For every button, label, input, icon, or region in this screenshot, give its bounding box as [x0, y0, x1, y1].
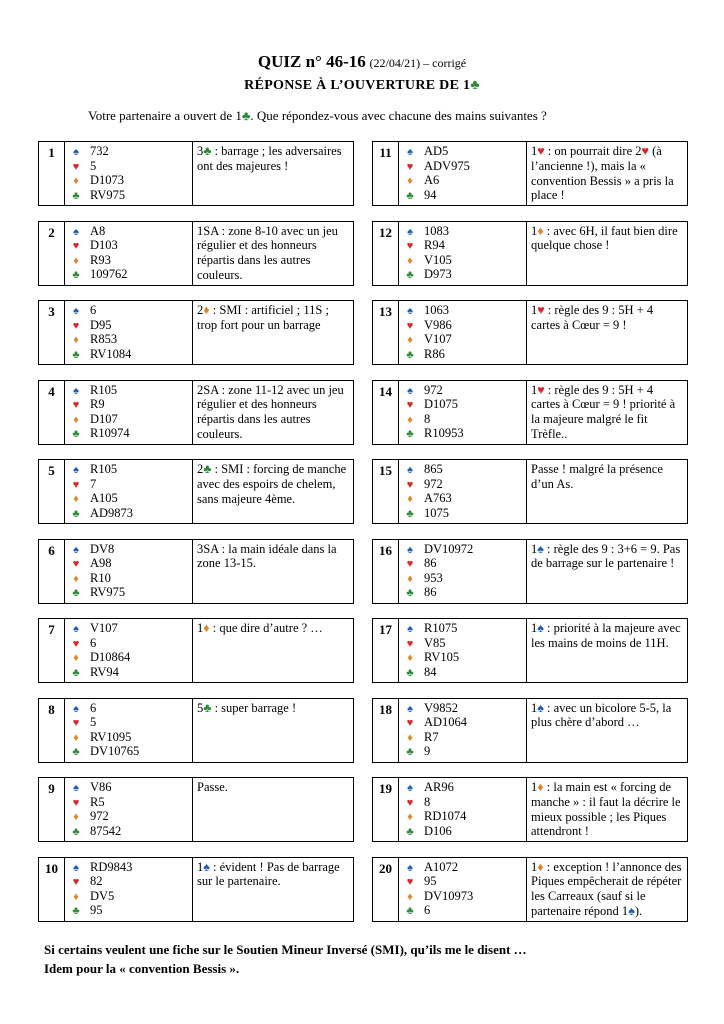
club-icon: ♣ — [406, 428, 414, 440]
diamond-holding: 972 — [90, 809, 109, 823]
quiz-item — [372, 857, 688, 922]
quiz-item — [372, 221, 688, 286]
spade-holding: 972 — [424, 382, 443, 397]
club-holding: 6 — [424, 903, 431, 917]
quiz-item-number: 19 — [373, 778, 399, 841]
answer-text: 2♦ : SMI : artificiel ; 11S ; trop fort pour un barrage — [197, 303, 329, 332]
quiz-item-number: 13 — [373, 301, 399, 364]
hand-holding — [87, 619, 193, 682]
heart-holding: V986 — [424, 317, 452, 332]
answer-text: 1♥ : règle des 9 : 5H + 4 cartes à Cœur = 9 ! priorité à la majeure malgré le fit Trèfle.. — [531, 382, 676, 441]
club-holding: 86 — [424, 585, 437, 599]
suit-icons — [65, 142, 87, 205]
suit-icons — [399, 699, 421, 762]
club-icon: ♣ — [406, 666, 414, 679]
spade-icon: ♠ — [407, 543, 413, 556]
heart-holding: 972 — [424, 476, 443, 491]
club-holding: R10974 — [90, 426, 130, 440]
answer-text: 1♦ : la main est « forcing de manche » : il faut la décrire le mieux possible ; les Piques attendront ! — [531, 780, 681, 839]
club-holding: D106 — [424, 823, 452, 838]
suit-icons — [65, 222, 87, 285]
club-icon: ♣ — [406, 825, 414, 838]
club-holding: 84 — [424, 664, 437, 679]
answer-text: 1♠ : règle des 9 : 3+6 = 9. Pas de barrage sur le partenaire ! — [531, 541, 681, 571]
hand-holding — [421, 142, 527, 205]
spade-icon: ♠ — [73, 464, 79, 476]
club-holding: AD9873 — [90, 505, 134, 520]
quiz-item-number: 11 — [373, 142, 399, 205]
quiz-item — [372, 300, 688, 365]
suit-icons — [65, 381, 87, 444]
heart-icon: ♥ — [406, 796, 414, 809]
hand-holding — [87, 778, 193, 841]
heart-icon: ♥ — [406, 399, 414, 411]
club-icon: ♣ — [72, 746, 80, 758]
heart-icon: ♥ — [72, 637, 80, 650]
hand-holding — [421, 858, 527, 921]
heart-icon: ♥ — [72, 876, 80, 888]
intro-text: Votre partenaire a ouvert de 1♣. Que répondez-vous avec chacune des mains suivantes ? — [88, 108, 547, 123]
spade-holding: 6 — [90, 303, 97, 317]
suit-icons — [65, 699, 87, 762]
heart-icon: ♥ — [406, 240, 414, 252]
spade-icon: ♠ — [73, 305, 79, 317]
hand-holding — [87, 540, 193, 603]
club-icon: ♣ — [72, 666, 80, 679]
diamond-icon: ♦ — [73, 175, 79, 187]
hand-holding — [421, 699, 527, 762]
hand-holding — [87, 460, 193, 523]
heart-holding: 8 — [424, 794, 431, 809]
heart-holding: R5 — [90, 794, 105, 809]
hand-holding — [421, 778, 527, 841]
club-icon: ♣ — [72, 825, 80, 838]
suit-icons — [65, 778, 87, 841]
diamond-holding: D10864 — [90, 650, 131, 664]
spade-holding: DV8 — [90, 541, 115, 556]
club-icon: ♣ — [406, 189, 414, 202]
hand-holding — [87, 222, 193, 285]
quiz-item — [38, 857, 354, 922]
quiz-title — [0, 52, 724, 72]
spade-holding: V107 — [90, 621, 118, 635]
quiz-item-number: 20 — [373, 858, 399, 921]
quiz-item-number: 10 — [39, 858, 65, 921]
club-icon: ♣ — [72, 428, 80, 440]
spade-holding: R105 — [90, 462, 118, 476]
spade-icon: ♠ — [73, 861, 79, 874]
diamond-icon: ♦ — [407, 811, 413, 823]
spade-icon: ♠ — [407, 623, 413, 635]
quiz-item-number: 16 — [373, 540, 399, 603]
heart-icon: ♥ — [406, 319, 414, 332]
answer-text: Passe. — [197, 780, 228, 794]
diamond-icon: ♦ — [407, 254, 413, 267]
hand-holding — [421, 540, 527, 603]
heart-holding: 82 — [90, 874, 103, 888]
club-icon: ♣ — [72, 587, 80, 599]
quiz-number: QUIZ n° 46-16 — [257, 52, 366, 71]
heart-holding: V85 — [424, 635, 446, 650]
quiz-item — [38, 380, 354, 445]
spade-icon: ♠ — [73, 623, 79, 635]
spade-holding: 865 — [424, 462, 443, 476]
heart-icon: ♥ — [406, 558, 414, 570]
club-holding: 94 — [424, 187, 437, 202]
hand-holding — [421, 222, 527, 285]
club-icon: ♣ — [406, 905, 414, 917]
spade-icon: ♠ — [73, 782, 79, 794]
heart-icon: ♥ — [72, 319, 80, 332]
heart-holding: R94 — [424, 238, 445, 252]
quiz-item — [372, 618, 688, 683]
diamond-holding: V105 — [424, 252, 452, 267]
spade-holding: V86 — [90, 780, 112, 794]
quiz-item — [372, 698, 688, 763]
diamond-holding: DV5 — [90, 888, 115, 903]
heart-icon: ♥ — [406, 478, 414, 491]
diamond-holding: R853 — [90, 332, 118, 346]
heart-icon: ♥ — [72, 558, 80, 570]
quiz-item — [38, 221, 354, 286]
hand-holding — [421, 619, 527, 682]
footer — [44, 940, 527, 978]
spade-icon: ♠ — [407, 225, 413, 238]
suit-icons — [65, 619, 87, 682]
diamond-icon: ♦ — [407, 652, 413, 664]
diamond-icon: ♦ — [73, 890, 79, 903]
quiz-item — [38, 698, 354, 763]
diamond-icon: ♦ — [407, 493, 413, 505]
spade-holding: 1063 — [424, 303, 449, 317]
quiz-item — [38, 618, 354, 683]
diamond-icon: ♦ — [407, 175, 413, 187]
diamond-icon: ♦ — [73, 413, 79, 426]
footer-line-2: Idem pour la « convention Bessis ». — [44, 961, 240, 976]
answer-text: 1♠ : avec un bicolore 5-5, la plus chère d’abord … — [531, 700, 672, 730]
diamond-holding: RD1074 — [424, 809, 467, 823]
quiz-item — [38, 539, 354, 604]
diamond-icon: ♦ — [73, 493, 79, 505]
quiz-item — [38, 141, 354, 206]
diamond-icon: ♦ — [407, 413, 413, 426]
club-holding: RV975 — [90, 187, 126, 202]
quiz-item — [372, 459, 688, 524]
suit-icons — [65, 301, 87, 364]
spade-holding: AR96 — [424, 780, 454, 794]
suit-icons — [65, 460, 87, 523]
spade-holding: 6 — [90, 700, 97, 715]
quiz-item-number: 9 — [39, 778, 65, 841]
club-holding: D973 — [424, 267, 452, 281]
hand-holding — [87, 381, 193, 444]
quiz-item — [38, 300, 354, 365]
spade-holding: 1083 — [424, 223, 449, 238]
diamond-holding: R10 — [90, 570, 111, 585]
heart-icon: ♥ — [72, 478, 80, 491]
spade-icon: ♠ — [73, 543, 79, 556]
suit-icons — [65, 540, 87, 603]
answer-text: 3SA : la main idéale dans la zone 13-15. — [197, 541, 337, 571]
quiz-item — [372, 539, 688, 604]
diamond-holding: RV1095 — [90, 729, 132, 744]
club-icon: ♣ — [72, 348, 80, 361]
heart-icon: ♥ — [406, 637, 414, 650]
club-holding: R86 — [424, 346, 445, 361]
quiz-item-number: 14 — [373, 381, 399, 444]
quiz-item — [38, 459, 354, 524]
answer-text: 1♦ : exception ! l’annonce des Piques empêcherait de répéter les Carreaux (sauf si le partenaire répond 1♠). — [531, 859, 682, 918]
answer-text: 1♥ : on pourrait dire 2♥ (à l’ancienne !), mais la « convention Bessis » a pris la place ! — [531, 144, 674, 203]
hand-holding — [421, 460, 527, 523]
spade-icon: ♠ — [407, 146, 413, 158]
club-holding: DV10765 — [90, 744, 140, 758]
answer-text: 1SA : zone 8-10 avec un jeu régulier et des honneurs répartis dans les autres couleurs. — [197, 223, 338, 282]
quiz-item-number: 17 — [373, 619, 399, 682]
diamond-holding: V107 — [424, 332, 452, 346]
quiz-item-number: 15 — [373, 460, 399, 523]
spade-icon: ♠ — [407, 464, 413, 476]
heart-holding: 86 — [424, 556, 437, 570]
answer-text: 2SA : zone 11-12 avec un jeu régulier et des honneurs répartis dans les autres couleurs. — [197, 382, 344, 441]
suit-icons — [399, 301, 421, 364]
heart-holding: AD1064 — [424, 715, 468, 729]
diamond-holding: A6 — [424, 173, 440, 187]
heart-holding: A98 — [90, 556, 112, 570]
club-icon: ♣ — [72, 905, 80, 917]
club-icon: ♣ — [406, 348, 414, 361]
suit-icons — [399, 460, 421, 523]
answer-text: 5♣ : super barrage ! — [197, 700, 297, 715]
spade-holding: RD9843 — [90, 859, 133, 874]
suit-icons — [399, 222, 421, 285]
heart-holding: 7 — [90, 476, 97, 491]
spade-icon: ♠ — [407, 305, 413, 317]
quiz-item-number: 18 — [373, 699, 399, 762]
club-holding: 9 — [424, 744, 431, 758]
heart-holding: 6 — [90, 635, 97, 650]
club-icon: ♣ — [406, 746, 414, 758]
diamond-holding: RV105 — [424, 650, 460, 664]
quiz-item-number: 3 — [39, 301, 65, 364]
diamond-icon: ♦ — [73, 254, 79, 267]
hand-holding — [87, 301, 193, 364]
heart-icon: ♥ — [72, 240, 80, 252]
club-icon: ♣ — [72, 507, 80, 520]
club-icon: ♣ — [406, 507, 414, 520]
diamond-holding: 953 — [424, 570, 443, 585]
answer-text: 3♣ : barrage ; les adversaires ont des majeures ! — [197, 144, 342, 173]
hand-holding — [421, 301, 527, 364]
spade-icon: ♠ — [407, 782, 413, 794]
spade-icon: ♠ — [73, 146, 79, 158]
answer-text: 1♠ : priorité à la majeure avec les mains de moins de 11H. — [531, 621, 681, 650]
diamond-holding: 8 — [424, 411, 431, 426]
quiz-item — [372, 141, 688, 206]
heart-icon: ♥ — [72, 717, 80, 729]
quiz-item — [372, 777, 688, 842]
suit-icons — [399, 381, 421, 444]
spade-icon: ♠ — [73, 225, 79, 238]
heart-holding: ADV975 — [424, 158, 470, 173]
diamond-icon: ♦ — [407, 572, 413, 585]
diamond-holding: DV10973 — [424, 888, 474, 903]
club-holding: 95 — [90, 903, 103, 917]
quiz-item-number: 12 — [373, 222, 399, 285]
diamond-icon: ♦ — [407, 334, 413, 346]
quiz-item-number: 5 — [39, 460, 65, 523]
hand-holding — [87, 142, 193, 205]
heart-holding: D1075 — [424, 397, 459, 411]
quiz-item-number: 4 — [39, 381, 65, 444]
heart-icon: ♥ — [72, 160, 80, 173]
heart-holding: 95 — [424, 874, 437, 888]
diamond-holding: A105 — [90, 491, 118, 505]
diamond-holding: D107 — [90, 411, 118, 426]
club-holding: R10953 — [424, 426, 464, 440]
suit-icons — [399, 619, 421, 682]
diamond-icon: ♦ — [73, 731, 79, 744]
diamond-icon: ♦ — [73, 652, 79, 664]
diamond-icon: ♦ — [407, 890, 413, 903]
club-icon: ♣ — [406, 269, 414, 281]
spade-holding: 732 — [90, 144, 109, 158]
diamond-holding: R7 — [424, 729, 439, 744]
suit-icons — [399, 858, 421, 921]
heart-icon: ♥ — [406, 717, 414, 729]
club-holding: RV975 — [90, 585, 126, 599]
spade-icon: ♠ — [407, 861, 413, 874]
diamond-icon: ♦ — [73, 572, 79, 585]
spade-icon: ♠ — [73, 384, 79, 397]
club-holding: 87542 — [90, 823, 122, 838]
club-holding: RV1084 — [90, 346, 132, 361]
answer-text: 1♥ : règle des 9 : 5H + 4 cartes à Cœur = 9 ! — [531, 303, 654, 332]
club-holding: RV94 — [90, 664, 119, 679]
quiz-item — [38, 777, 354, 842]
club-icon: ♣ — [72, 269, 80, 281]
spade-holding: V9852 — [424, 700, 459, 715]
club-holding: 1075 — [424, 505, 449, 520]
suit-icons — [65, 858, 87, 921]
heart-icon: ♥ — [72, 399, 80, 411]
hand-holding — [87, 699, 193, 762]
diamond-holding: A763 — [424, 491, 452, 505]
diamond-icon: ♦ — [73, 811, 79, 823]
hand-holding — [421, 381, 527, 444]
spade-holding: R105 — [90, 382, 118, 397]
spade-holding: AD5 — [424, 144, 449, 158]
answer-text: 2♣ : SMI : forcing de manche avec des espoirs de chelem, sans majeure 4ème. — [197, 462, 347, 506]
quiz-item-number: 8 — [39, 699, 65, 762]
suit-icons — [399, 778, 421, 841]
spade-holding: A1072 — [424, 859, 459, 874]
heart-holding: R9 — [90, 397, 105, 411]
page-subtitle: RÉPONSE À L’OUVERTURE DE 1♣ — [244, 78, 480, 93]
spade-icon: ♠ — [407, 384, 413, 397]
heart-holding: 5 — [90, 158, 97, 173]
quiz-item-number: 7 — [39, 619, 65, 682]
heart-icon: ♥ — [406, 876, 414, 888]
footer-line-1: Si certains veulent une fiche sur le Soutien Mineur Inversé (SMI), qu’ils me le disent … — [44, 942, 527, 957]
spade-holding: R1075 — [424, 621, 458, 635]
quiz-item-number: 1 — [39, 142, 65, 205]
heart-holding: D103 — [90, 238, 118, 252]
answer-text: 1♦ : que dire d’autre ? … — [197, 621, 323, 635]
spade-icon: ♠ — [407, 702, 413, 715]
suit-icons — [399, 142, 421, 205]
club-icon: ♣ — [72, 189, 80, 202]
diamond-holding: R93 — [90, 252, 111, 267]
heart-holding: 5 — [90, 715, 97, 729]
spade-holding: DV10972 — [424, 541, 474, 556]
quiz-item-number: 2 — [39, 222, 65, 285]
suit-icons — [399, 540, 421, 603]
diamond-icon: ♦ — [73, 334, 79, 346]
answer-text: 1♦ : avec 6H, il faut bien dire quelque chose ! — [531, 223, 678, 253]
diamond-holding: D1073 — [90, 173, 125, 187]
quiz-item — [372, 380, 688, 445]
club-holding: 109762 — [90, 267, 128, 281]
spade-holding: A8 — [90, 223, 106, 238]
answer-text: Passe ! malgré la présence d’un As. — [531, 462, 663, 491]
spade-icon: ♠ — [73, 702, 79, 715]
diamond-icon: ♦ — [407, 731, 413, 744]
heart-holding: D95 — [90, 317, 112, 332]
club-icon: ♣ — [406, 587, 414, 599]
heart-icon: ♥ — [406, 160, 414, 173]
answer-text: 1♠ : évident ! Pas de barrage sur le partenaire. — [197, 859, 340, 889]
hand-holding — [87, 858, 193, 921]
quiz-item-number: 6 — [39, 540, 65, 603]
quiz-date: (22/04/21) – corrigé — [369, 56, 467, 70]
heart-icon: ♥ — [72, 796, 80, 809]
